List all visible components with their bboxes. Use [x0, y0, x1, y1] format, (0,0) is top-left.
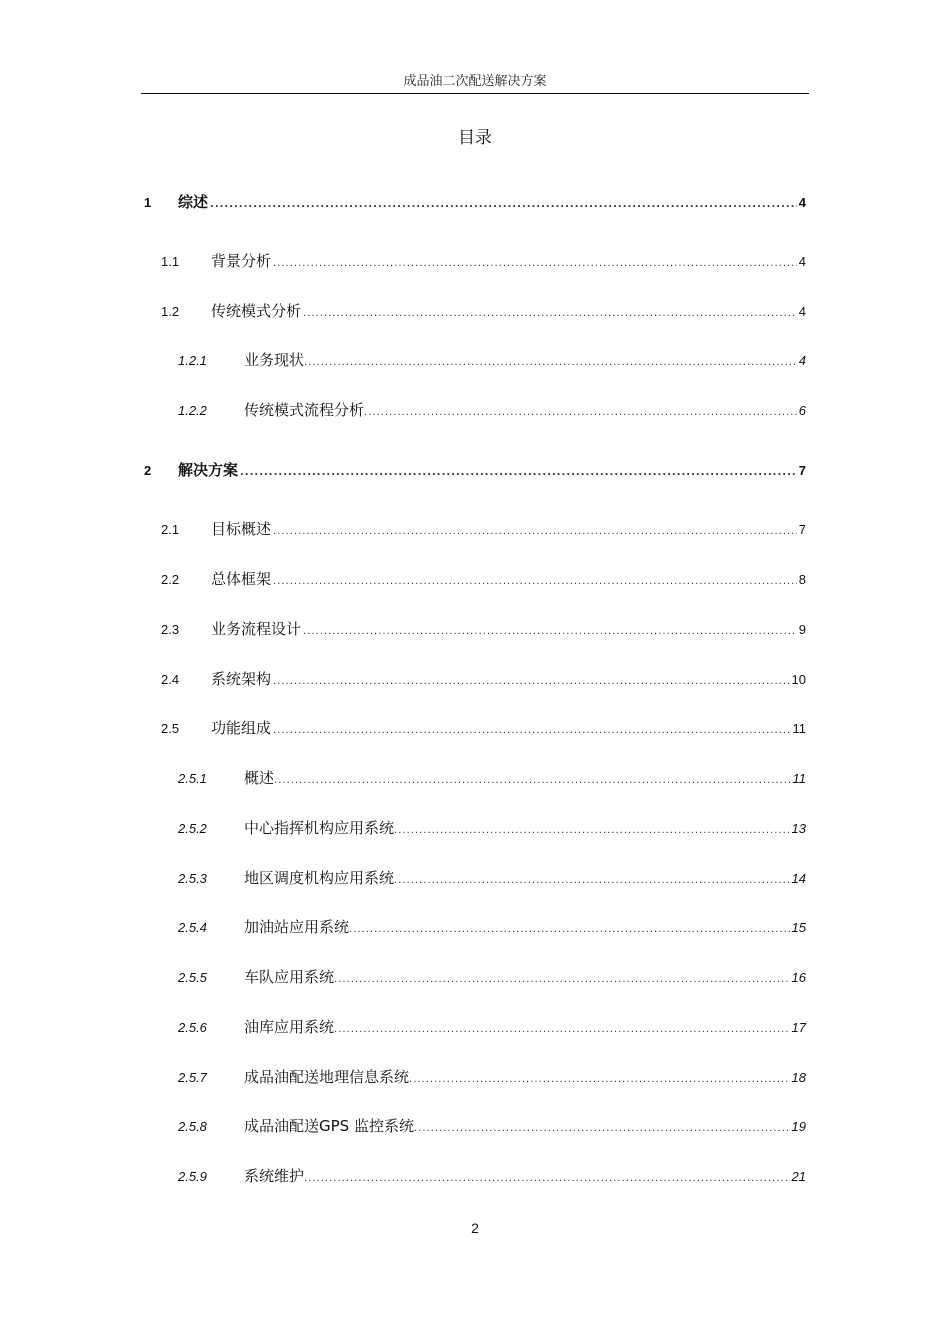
- toc-leader-dots: [273, 253, 797, 275]
- toc-entry-number: 2.5.4: [178, 920, 207, 935]
- toc-entry-page: 16: [791, 970, 806, 985]
- toc-entry-number: 2.5.8: [178, 1119, 207, 1134]
- toc-entry[interactable]: [178, 349, 806, 371]
- toc-entry-page: 8: [798, 572, 806, 587]
- toc-entry-number: 1.2.2: [178, 403, 207, 418]
- toc-leader-dots: [334, 1019, 790, 1041]
- toc-leader-dots: [273, 521, 797, 543]
- toc-leader-dots: [240, 462, 797, 484]
- toc-entry-page: 10: [791, 672, 806, 687]
- toc-entry-page: 19: [791, 1119, 806, 1134]
- toc-leader-dots: [304, 1168, 790, 1190]
- toc-entry[interactable]: [178, 1066, 806, 1088]
- toc-entry-number: 2.4: [161, 672, 180, 687]
- toc-entry-number: 2.5.1: [178, 771, 207, 786]
- toc-entry-label: 中心指挥机构应用系统: [244, 819, 395, 837]
- toc-entry-page: 11: [792, 771, 806, 786]
- toc-entry-number: 2.1: [161, 522, 180, 537]
- toc-entry-page: 7: [798, 522, 806, 537]
- toc-entry-page: 18: [791, 1070, 806, 1085]
- toc-entry-number: 2.5.5: [178, 970, 207, 985]
- toc-entry[interactable]: [161, 300, 806, 322]
- toc-entry-label: 车队应用系统: [244, 968, 335, 986]
- toc-entry-page: 4: [798, 353, 806, 368]
- toc-entry-label: 业务现状: [244, 351, 305, 369]
- toc-entry-page: 6: [798, 403, 806, 418]
- toc-entry[interactable]: [178, 1165, 806, 1187]
- toc-entry[interactable]: [178, 767, 806, 789]
- toc-entry-label: 背景分析: [211, 252, 272, 270]
- toc-entry[interactable]: [161, 668, 806, 690]
- toc-leader-dots: [273, 671, 790, 693]
- toc-entry[interactable]: [144, 191, 806, 213]
- toc-entry[interactable]: [178, 966, 806, 988]
- toc-entry[interactable]: [178, 817, 806, 839]
- toc-entry-label: 综述: [178, 193, 209, 211]
- toc-entry-label: 地区调度机构应用系统: [244, 869, 395, 887]
- toc-entry-label: 目标概述: [211, 520, 272, 538]
- toc-leader-dots: [274, 770, 790, 792]
- toc-entry-label: 功能组成: [211, 719, 272, 737]
- running-header: 成品油二次配送解决方案: [403, 74, 547, 89]
- toc-entry-label: 解决方案: [178, 461, 239, 479]
- page-number: 2: [471, 1220, 479, 1236]
- toc-entry-label: 总体框架: [211, 570, 272, 588]
- toc-entry-page: 17: [791, 1020, 806, 1035]
- toc-leader-dots: [414, 1118, 790, 1140]
- toc-leader-dots: [394, 820, 790, 842]
- toc-entry-number: 2.2: [161, 572, 180, 587]
- toc-title: 目录: [458, 128, 492, 148]
- toc-leader-dots: [334, 969, 790, 991]
- toc-entry-number: 1.1: [161, 254, 180, 269]
- toc-entry-label: 系统维护: [244, 1167, 305, 1185]
- toc-entry-page: 4: [798, 195, 806, 210]
- toc-entry[interactable]: [161, 717, 806, 739]
- toc-entry-page: 9: [798, 622, 806, 637]
- toc-entry-number: 2.3: [161, 622, 180, 637]
- toc-entry-number: 1: [144, 195, 152, 210]
- toc-entry-page: 21: [791, 1169, 806, 1184]
- toc-entry-page: 14: [791, 871, 806, 886]
- toc-leader-dots: [364, 402, 797, 424]
- toc-leader-dots: [273, 720, 790, 742]
- toc-leader-dots: [273, 571, 797, 593]
- toc-entry-page: 7: [798, 463, 806, 478]
- toc-entry-number: 2.5: [161, 721, 180, 736]
- toc-entry[interactable]: [161, 518, 806, 540]
- toc-entry-number: 2.5.2: [178, 821, 207, 836]
- toc-leader-dots: [304, 352, 797, 374]
- toc-entry-label: 业务流程设计: [211, 620, 302, 638]
- toc-leader-dots: [303, 621, 797, 643]
- toc-entry-label: 概述: [244, 769, 275, 787]
- toc-entry-page: 11: [792, 721, 806, 736]
- toc-entry-page: 4: [798, 254, 806, 269]
- header-divider: [141, 93, 809, 94]
- toc-entry[interactable]: [144, 459, 806, 481]
- toc-entry-page: 15: [791, 920, 806, 935]
- toc-entry-label: 加油站应用系统: [244, 918, 350, 936]
- toc-entry-number: 2.5.7: [178, 1070, 207, 1085]
- toc-entry-number: 1.2.1: [178, 353, 207, 368]
- toc-leader-dots: [349, 919, 790, 941]
- toc-leader-dots: [409, 1069, 790, 1091]
- toc-entry-label: 传统模式流程分析: [244, 401, 365, 419]
- toc-entry-label: 成品油配送地理信息系统: [244, 1068, 410, 1086]
- toc-entry[interactable]: [161, 250, 806, 272]
- toc-entry[interactable]: [178, 399, 806, 421]
- toc-entry[interactable]: [178, 1115, 806, 1137]
- toc-entry[interactable]: [161, 618, 806, 640]
- toc-entry[interactable]: [178, 916, 806, 938]
- toc-entry-page: 4: [798, 304, 806, 319]
- toc-entry-number: 2.5.9: [178, 1169, 207, 1184]
- toc-leader-dots: [303, 303, 797, 325]
- toc-entry[interactable]: [178, 1016, 806, 1038]
- toc-entry-label: 传统模式分析: [211, 302, 302, 320]
- toc-entry-label: 成品油配送GPS 监控系统: [244, 1117, 414, 1135]
- toc-entry-number: 2: [144, 463, 152, 478]
- toc-entry-number: 2.5.3: [178, 871, 207, 886]
- toc-entry[interactable]: [178, 867, 806, 889]
- toc-entry-number: 1.2: [161, 304, 180, 319]
- toc-entry-label: 系统架构: [211, 670, 272, 688]
- toc-leader-dots: [210, 194, 797, 216]
- toc-entry[interactable]: [161, 568, 806, 590]
- toc-entry-label: 油库应用系统: [244, 1018, 335, 1036]
- toc-leader-dots: [394, 870, 790, 892]
- toc-entry-page: 13: [791, 821, 806, 836]
- toc-entry-number: 2.5.6: [178, 1020, 207, 1035]
